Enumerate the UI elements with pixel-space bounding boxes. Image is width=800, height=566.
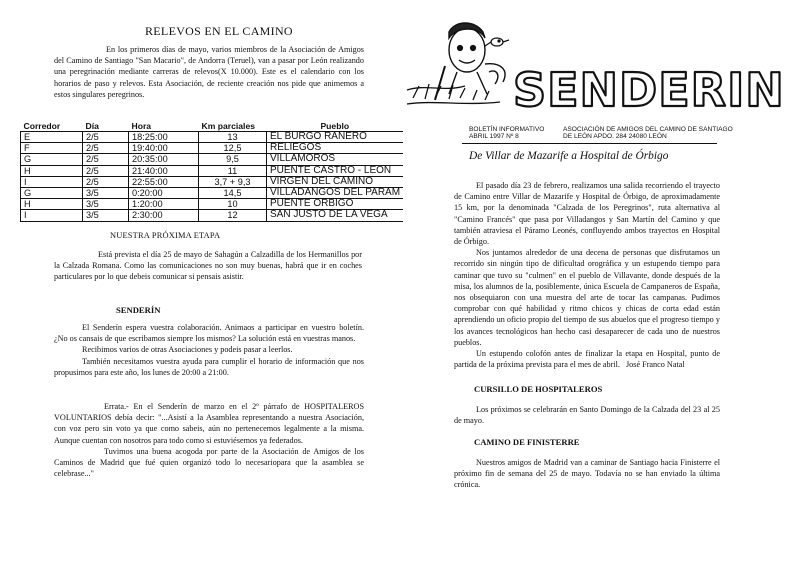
mascot-drawing [485,38,509,46]
dia-cell: 2/5 [83,176,129,187]
hora-cell: 21:40:00 [129,165,199,176]
corredor-cell: G [21,154,83,165]
asociacion-address: DE LEÓN APDO. 284 24080 LEÓN [563,133,667,140]
table-row [21,187,404,198]
hora-cell: 22:55:00 [129,176,199,187]
senderin-section [54,322,364,378]
senderin-paragraph: Recibimos varios de otras Asociaciones y podeis pasar a leerlos. [82,345,293,355]
relevos-title: RELEVOS EN EL CAMINO [145,24,293,38]
table-row [21,165,404,176]
masthead-divider [462,143,717,144]
article-paragraph: Un estupendo colofón antes de finalizar la etapa en Hospital, punto de partida de la próxima prevista para el mes de abril. [454,349,720,370]
dia-cell: 2/5 [83,165,129,176]
hora-cell: 0:20:00 [129,187,199,198]
hora-cell: 2:30:00 [129,210,199,221]
article-body [454,180,720,370]
hora-cell: 18:25:00 [129,132,199,143]
corredor-cell: E [21,132,83,143]
pueblo-cell: VIRGEN DEL CAMINO [267,176,404,187]
dia-cell: 3/5 [83,199,129,210]
corredor-cell: F [21,143,83,154]
errata-section [54,401,364,479]
finisterre-text: Nuestros amigos de Madrid van a caminar de Santiago hacia Finisterre el próximo fin de semana del 25 de mayo. Todavía no se han enviado la última crónica. [454,458,720,490]
finisterre-title: CAMINO DE FINISTERRE [474,437,580,447]
table-row [21,210,404,221]
boletin-label: BOLETÍN INFORMATIVO [469,126,545,133]
senderin-masthead-logo [405,2,785,124]
cursillo-title: CURSILLO DE HOSPITALEROS [474,384,603,394]
table-row [21,143,404,154]
hora-cell: 19:40:00 [129,143,199,154]
dia-cell: 2/5 [83,132,129,143]
km-cell: 12,5 [199,143,267,154]
pueblo-cell: VILLADANGOS DEL PARAM [267,187,404,198]
senderin-paragraph: El Senderín espera vuestra colaboración. Animaos a participar en vuestro boletín. ¿No os cansais de que escribamos siempre los mismos? La solución está en vuestras manos. [54,323,364,344]
table-row [21,176,404,187]
senderin-paragraph: También necesitamos vuestra ayuda para cumplir el horario de información que nos propusimos para este año, los lunes de 20:00 a 21:00. [54,356,364,377]
dia-cell: 3/5 [83,187,129,198]
cursillo-text: Los próximos se celebrarán en Santo Domingo de la Calzada del 23 al 25 de mayo. [454,405,720,426]
boletin-issue: ABRIL 1997 Nº 8 [469,133,519,140]
pueblo-cell: EL BURGO RANERO [267,132,404,143]
table-row [21,199,404,210]
dia-cell: 2/5 [83,143,129,154]
pueblo-cell: PUENTE CASTRO - LEON [267,165,404,176]
corredor-cell: H [21,165,83,176]
errata-paragraph: Errata.- En el Senderín de marzo en el 2º párrafo de HOSPITALEROS VOLUNTARIOS debía decir: "...Asistí a la Asamblea representando a nuestra Asociación, con voz pero sin voto ya que como sabeis, aún no pertenecemos legalmente a la misma. Aunque cuentan con nosotros para todo como si estuviésemos ya federados. [54,402,364,445]
pueblo-cell: RELIEGOS [267,143,404,154]
errata-paragraph: Tuvimos una buena acogoda por parte de la Asociación de Amigos de los Caminos de Madrid que fué quien organizó todo lo necesariopara que la asamblea se celebrase..." [54,446,364,479]
svg-text:SENDERIN: SENDERIN [513,63,785,117]
article-paragraph: Nos juntamos alrededor de una decena de personas que disfrutamos un recorrido sin ningún tipo de dificultad orográfica y un estupendo tiempo para caminar que tuvo su "culmen" en el pueblo de Villavante, donde después de la misa, los alumnos de la, posiblemente, única Escuela de Campaneros de España, nos obsequiaron con una muestra del arte de tocar las campanas. Pudimos comprobar con qué habilidad y ritmo chicos y chicas de corta edad están aprendiendo un oficio propio del tiempo de sus abuelos que el progreso tiempo y los avances tecnológicos han hecho casi desaparecer de cada uno de nuestros pueblos. [454,248,720,347]
senderin-lettering [513,63,785,117]
article-paragraph: El pasado día 23 de febrero, realizamos una salida recorriendo el trayecto de Camino entre Villar de Mazarife y Hospital de Órbigo, de aproximadamente 15 km, por la denominada "Calzada de los Peregrinos", ruta alternativa al "Camino Francés" que pasa por Villadangos y San Martín del Camino y que también atraviesa el Páramo Leonés, confluyendo ambos trayectos en Hospital de Órbigo. [454,181,720,247]
grass-drawing [407,84,500,104]
dia-cell: 2/5 [83,154,129,165]
article-title: De Villar de Mazarife a Hospital de Órbigo [469,150,669,162]
relay-schedule-table [20,120,403,222]
hora-cell: 20:35:00 [129,154,199,165]
asociacion-name: ASOCIACIÓN DE AMIGOS DEL CAMINO DE SANTIAGO [563,126,733,133]
table-row [21,154,404,165]
km-cell: 14,5 [199,187,267,198]
relevos-intro: En los primeros días de mayo, varios miembros de la Asociación de Amigos del Camino de Santiago "San Macario", de Andorra (Teruel), van a pasar por León realizando una peregrinación mediante carreras de relevos(X 10.000). Este es el calendario con los horarios de paso y relevos. Esta Asociación, de reciente creación nos pide que animemos a estos singulares peregrinos. [54,45,364,99]
corredor-cell: I [21,176,83,187]
corredor-cell: H [21,199,83,210]
header-corredor: Corredor [21,120,83,132]
table-row [21,132,404,143]
km-cell: 13 [199,132,267,143]
km-cell: 3,7 + 9,3 [199,176,267,187]
corredor-cell: I [21,210,83,221]
pueblo-cell: VILLAMOROS [267,154,404,165]
km-cell: 9,5 [199,154,267,165]
table-header-row [21,120,404,132]
hora-cell: 1:20:00 [129,199,199,210]
header-hora: Hora [129,120,199,132]
article-author: José Franco Natal [626,360,685,369]
km-cell: 10 [199,199,267,210]
header-km: Km parciales [199,120,267,132]
header-pueblo: Pueblo [267,120,404,132]
senderin-title: SENDERÍN [116,305,161,315]
pueblo-cell: PUENTE ORBIGO [267,199,404,210]
proxima-etapa-text: Está prevista el día 25 de mayo de Sahagún a Calzadilla de los Hermanillos por la Calzada Romana. Como las comunicaciones no son muy buenas, habrá que ir en coches particulares por lo que debeis comunicar si pensais asistir. [54,250,362,282]
proxima-etapa-title: NUESTRA PRÓXIMA ETAPA [110,231,221,240]
header-dia: Día [83,120,129,132]
pueblo-cell: SAN JUSTO DE LA VEGA [267,210,404,221]
corredor-cell: G [21,187,83,198]
km-cell: 12 [199,210,267,221]
dia-cell: 3/5 [83,210,129,221]
km-cell: 11 [199,165,267,176]
